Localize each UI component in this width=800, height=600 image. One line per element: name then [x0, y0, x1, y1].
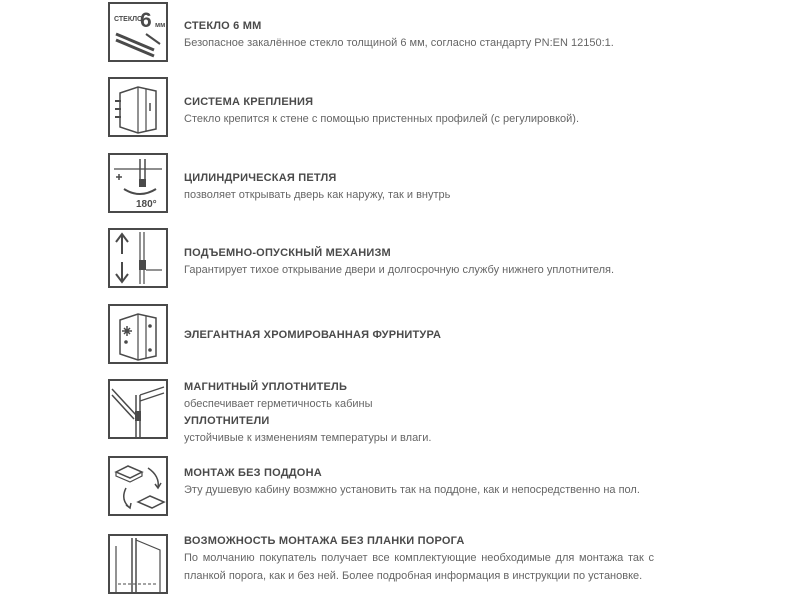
glass-6mm-icon — [108, 2, 168, 62]
feature-subdescription: устойчивые к изменениям температуры и влаги. — [184, 432, 432, 444]
glass-thickness-value: 6 — [140, 9, 152, 32]
feature-title: ВОЗМОЖНОСТЬ МОНТАЖА БЕЗ ПЛАНКИ ПОРОГА — [184, 535, 465, 547]
feature-lift-mechanism — [184, 245, 654, 279]
feature-title: СИСТЕМА КРЕПЛЕНИЯ — [184, 96, 314, 108]
feature-description: позволяет открывать дверь как наружу, так и внутрь — [184, 189, 451, 201]
feature-no-tray-install — [184, 465, 654, 499]
cylindrical-hinge-icon — [108, 153, 168, 213]
chrome-fittings-icon — [108, 304, 168, 364]
feature-magnetic-seal — [184, 379, 654, 447]
feature-no-threshold-install — [184, 533, 654, 585]
hinge-angle-label: 180° — [136, 199, 157, 210]
feature-title: ЦИЛИНДРИЧЕСКАЯ ПЕТЛЯ — [184, 172, 337, 184]
feature-mounting-system — [184, 94, 654, 128]
feature-description: Стекло крепится к стене с помощью пристенных профилей (с регулировкой). — [184, 113, 580, 125]
feature-description: Гарантирует тихое открывание двери и долгосрочную службу нижнего уплотнителя. — [184, 264, 615, 276]
feature-title: СТЕКЛО 6 ММ — [184, 20, 262, 32]
feature-description: По молчанию покупатель получает все комплектующие необходимые для монтажа так с планкой порога, как и без ней. Более подробная информация в инструкции по установке. — [184, 552, 654, 582]
feature-title: МОНТАЖ БЕЗ ПОДДОНА — [184, 467, 322, 479]
feature-description: Безопасное закалённое стекло толщиной 6 мм, согласно стандарту PN:EN 12150:1. — [184, 37, 614, 49]
feature-description: обеспечивает герметичность кабины — [184, 398, 373, 410]
wall-mount-profile-icon — [108, 77, 168, 137]
feature-title: МАГНИТНЫЙ УПЛОТНИТЕЛЬ — [184, 381, 348, 393]
feature-subtitle: УПЛОТНИТЕЛИ — [184, 415, 270, 427]
glass-label-text: СТЕКЛО — [114, 16, 143, 23]
lift-mechanism-icon — [108, 228, 168, 288]
no-tray-install-icon — [108, 456, 168, 516]
feature-description: Эту душевую кабину возмжно установить так на поддоне, как и непосредственно на пол. — [184, 484, 640, 496]
feature-glass-6mm — [184, 18, 654, 52]
magnetic-seal-icon — [108, 379, 168, 439]
glass-thickness-unit: мм — [155, 22, 166, 29]
feature-title: ЭЛЕГАНТНАЯ ХРОМИРОВАННАЯ ФУРНИТУРА — [184, 329, 442, 341]
feature-cylindrical-hinge — [184, 170, 654, 204]
feature-title: ПОДЪЕМНО-ОПУСКНЫЙ МЕХАНИЗМ — [184, 247, 391, 259]
feature-chrome-fittings — [184, 327, 654, 343]
no-threshold-install-icon — [108, 534, 168, 594]
